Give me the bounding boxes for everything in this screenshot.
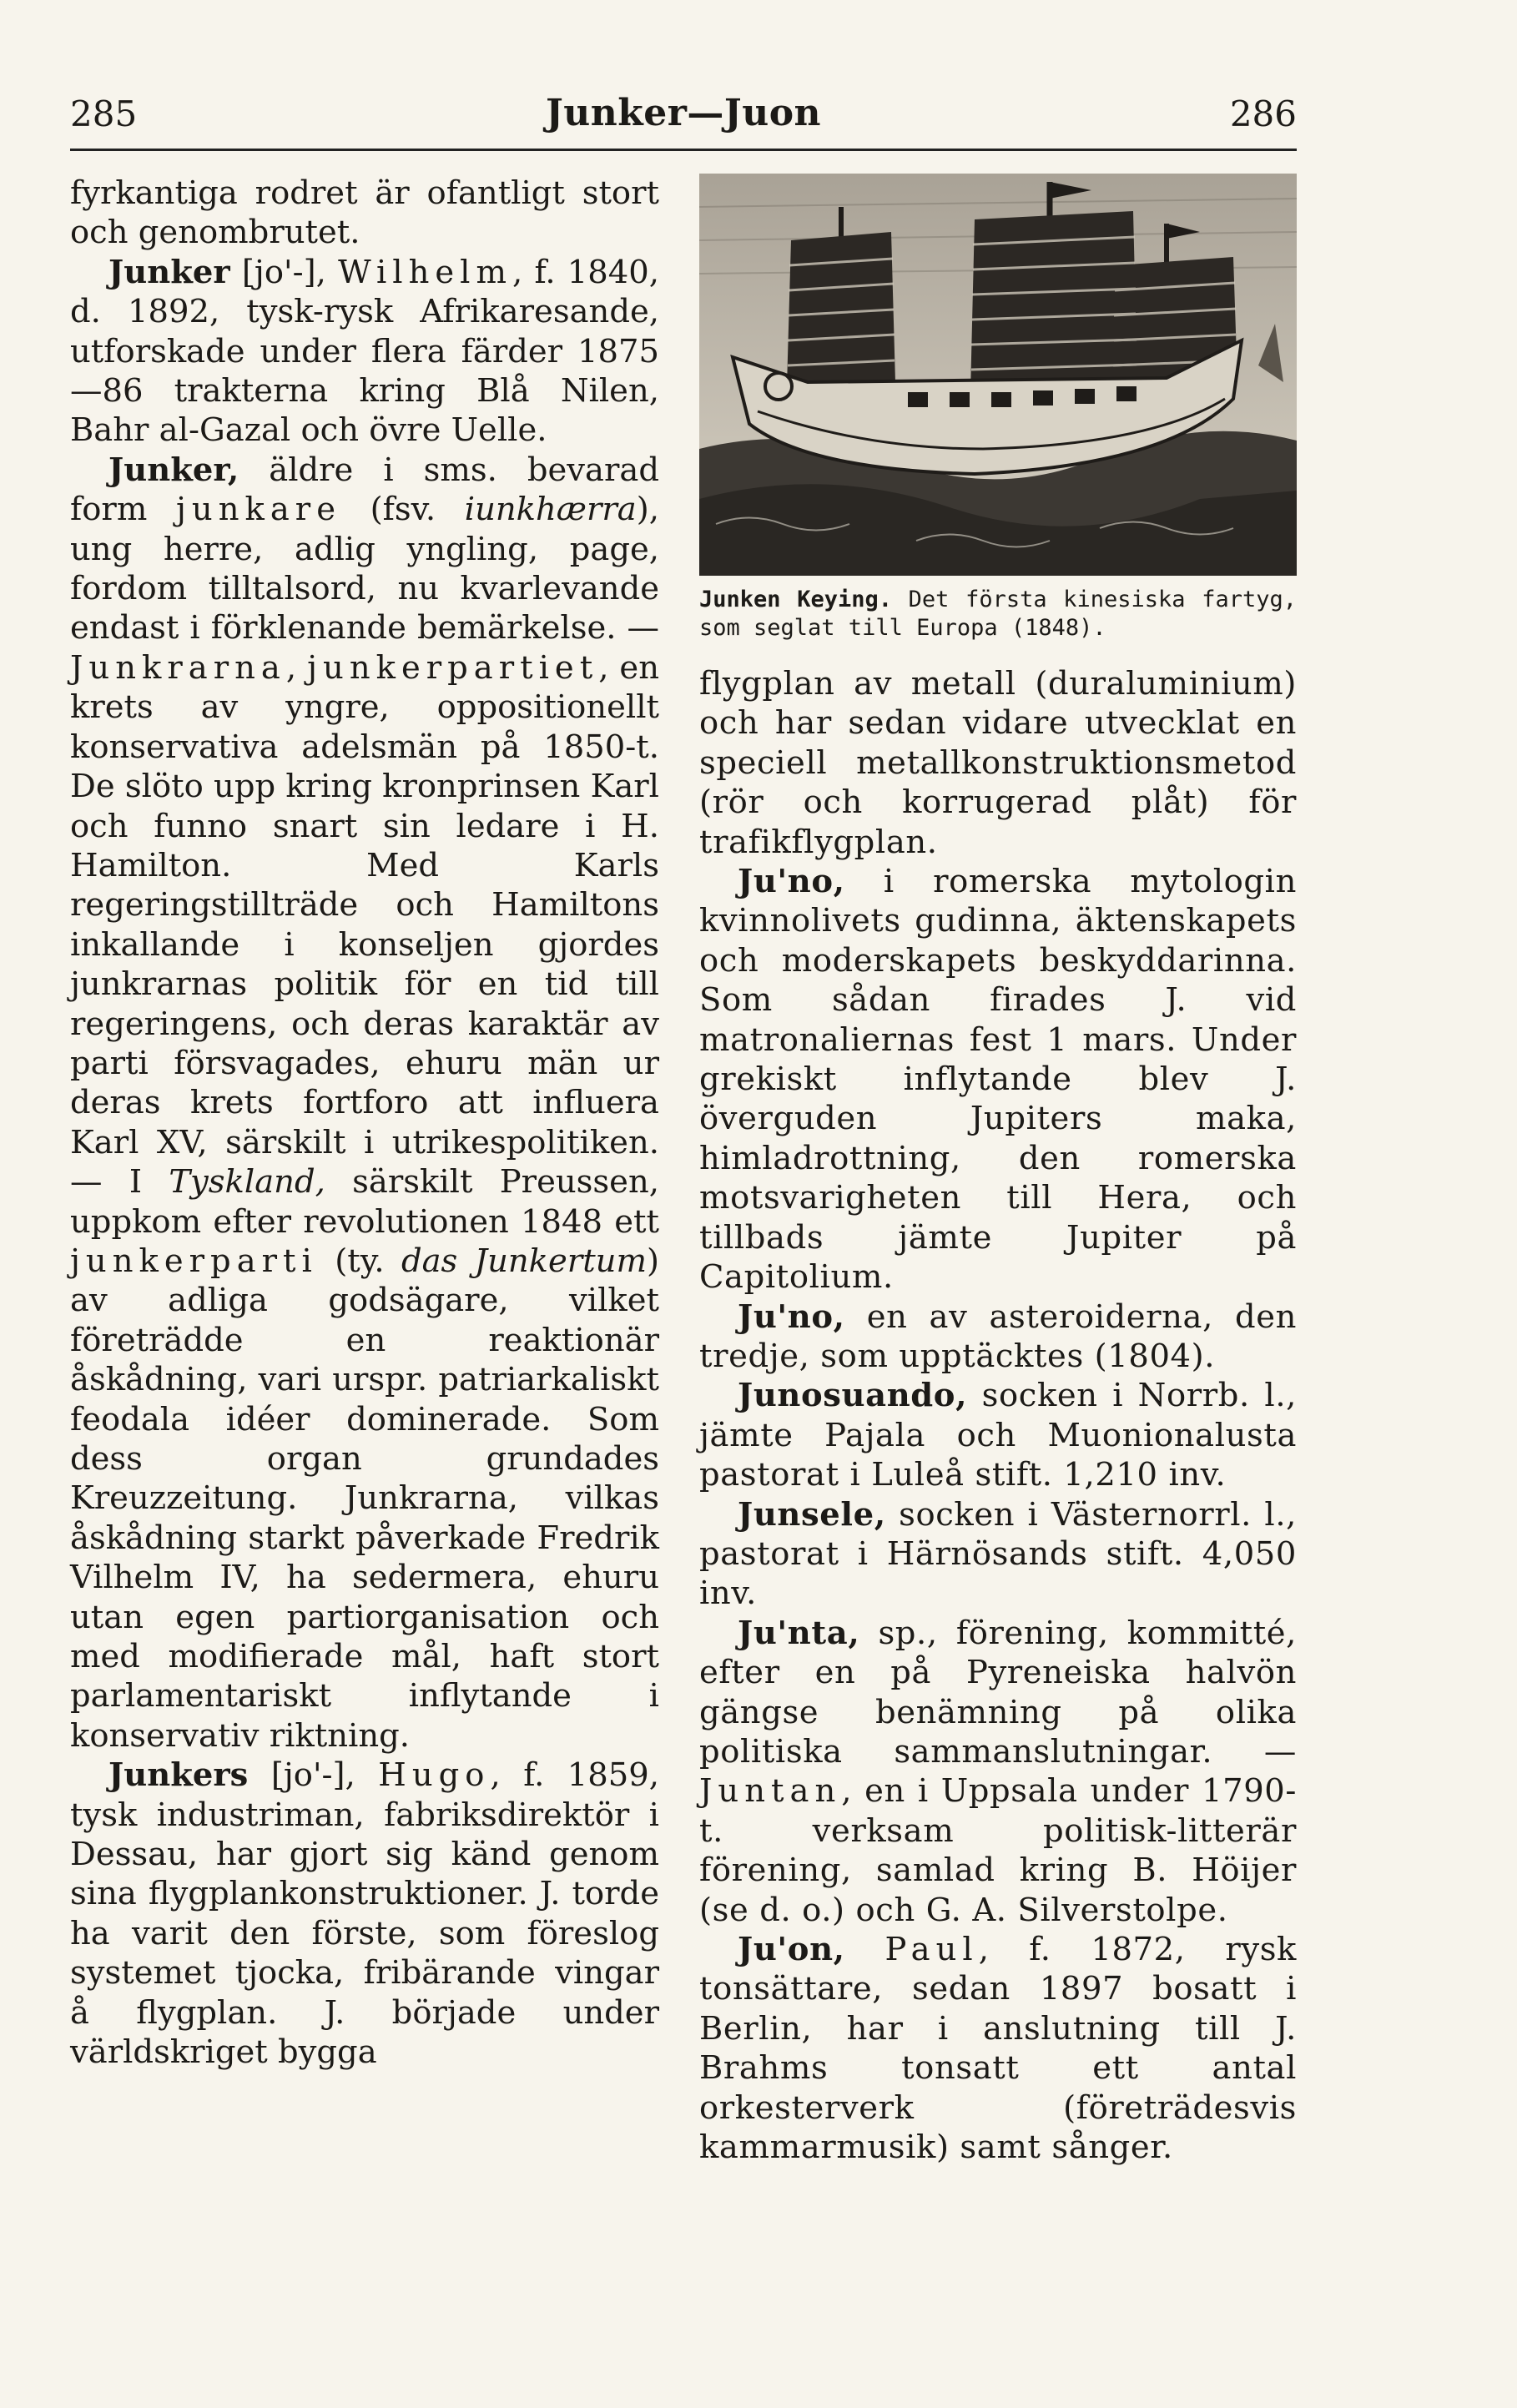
entry-junta	[699, 1614, 1297, 1930]
entry-text: , f. 1872, rysk tonsättare, sedan 1897 bosatt i Berlin, har i anslutning till J. Brahms tonsatt ett antal orkesterverk (företrädesvis kammarmusik) samt sånger.	[699, 1931, 1297, 2167]
headword: Junosuando,	[738, 1377, 968, 1415]
spaced-term: Juntan	[699, 1772, 842, 1811]
entry-junsele	[699, 1495, 1297, 1614]
entry-text: ) av adliga godsägare, vilket företrädde en reaktionär åskådning, vari urspr. patriarkaliskt feodala idéer dominerade. Som dess organ grundades Kreuzzeitung. Junkrarna, vilkas åskådning starkt påverkade Fredrik Vilhelm IV, ha sedermera, ehuru utan egen partiorganisation och med modifierade mål, haft stort parlamentariskt inflytande i konservativ riktning.	[70, 1242, 659, 1755]
entry-continuation	[70, 174, 659, 253]
entry-text: (fsv.	[341, 491, 465, 529]
headword: Junsele,	[738, 1495, 886, 1534]
entry-text: särskilt Preussen, uppkom efter revolutionen 1848 ett	[70, 1163, 659, 1241]
entry-text	[845, 1931, 885, 1968]
entry-text: [jo'-],	[229, 253, 339, 291]
entry-text: , f. 1840, d. 1892, tysk-rysk Afrikaresande, utforskade under flera färder 1875—86 trakterna kring Blå Nilen, Bahr al-Gazal och övre Uelle.	[70, 253, 659, 450]
entry-juno-goddess	[699, 862, 1297, 1297]
headword: Ju'nta,	[738, 1614, 860, 1652]
entry-junosuando	[699, 1376, 1297, 1494]
running-title: Junker—Juon	[545, 92, 822, 134]
entry-text: äldre i sms. bevarad form	[70, 451, 659, 529]
entry-text: , f. 1859, tysk industriman, fabriksdirektör i Dessau, har gjort sig känd genom sina flygplankonstruktioner. J. torde ha varit den förste, som föreslog systemet tjocka, fribärande vingar å flygplan. J. började under världskriget bygga	[70, 1756, 659, 2072]
caption-text: Det första kinesiska fartyg, som seglat till Europa (1848).	[699, 587, 1298, 641]
right-column	[699, 174, 1297, 2167]
entry-juon	[699, 1930, 1297, 2167]
headword: Junker,	[108, 451, 239, 489]
entry-text: [jo'-],	[248, 1756, 379, 1795]
entry-text: , en krets av yngre, oppositionellt konservativa adelsmän på 1850-t. De slöto upp kring kronprinsen Karl och funno snart sin ledare i H. Hamilton. Med Karls regeringstillträde och Hamiltons inkallande i konseljen gjordes junkrarnas politik för en tid till regeringens, och deras karaktär av parti försvagades, ehuru män ur deras krets fortforo att influera Karl XV, särskilt i utrikespolitiken. — I	[70, 648, 659, 1201]
left-page-number: 285	[70, 93, 138, 134]
spaced-term: junkare	[176, 491, 341, 529]
entry-junker	[70, 451, 659, 1756]
headword: Ju'no,	[738, 1297, 845, 1336]
page-header	[70, 83, 1297, 142]
headword: Junkers	[108, 1756, 249, 1795]
entry-juno-asteroid	[699, 1297, 1297, 1377]
entry-junker-wilhelm	[70, 253, 659, 451]
italic-term: das Junkertum	[401, 1242, 647, 1280]
spaced-term: Junkrarna	[70, 648, 286, 687]
headword: Ju'on,	[738, 1931, 845, 1968]
entry-continuation	[699, 664, 1297, 862]
spaced-term: junkerparti	[70, 1242, 318, 1280]
headword: Ju'no,	[738, 863, 845, 901]
spaced-name: Hugo	[378, 1756, 491, 1795]
entry-text: socken i Norrb. l., jämte Pajala och Muonionalusta pastorat i Luleå stift. 1,210 inv.	[699, 1377, 1297, 1494]
spaced-term: junkerpartiet	[307, 648, 599, 687]
spaced-name: Wilhelm	[338, 253, 512, 291]
left-column	[70, 174, 659, 2073]
entry-text: flygplan av metall (duraluminium) och har sedan vidare utvecklat en speciell metallkonstruktionsmetod (rör och korrugerad plåt) för trafikflygplan.	[699, 665, 1297, 861]
italic-term: iunkhærra	[464, 491, 637, 529]
entry-text: fyrkantiga rodret är ofantligt stort och genombrutet.	[70, 174, 659, 252]
header-rule	[70, 149, 1297, 151]
entry-text: (ty.	[317, 1242, 401, 1280]
entry-text: ), ung herre, adlig yngling, page, fordom tilltalsord, nu kvarlevande endast i förklenande bemärkelse. —	[70, 491, 659, 647]
entry-text: socken i Västernorrl. l., pastorat i Härnösands stift. 4,050 inv.	[699, 1495, 1297, 1613]
figure-caption	[699, 586, 1297, 642]
figure-junk-keying	[699, 174, 1297, 642]
entry-text: ,	[285, 648, 308, 687]
caption-title: Junken Keying.	[699, 587, 892, 612]
entry-text: , en i Uppsala under 1790-t. verksam politisk-litterär förening, samlad kring B. Höijer (se d. o.) och G. A. Silverstolpe.	[699, 1772, 1297, 1929]
entry-text: en av asteroiderna, den tredje, som upptäcktes (1804).	[699, 1297, 1297, 1375]
entry-text: i romerska mytologin kvinnolivets gudinna, äktenskapets och moderskapets beskyddarinna. Som sådan firades J. vid matronaliernas fest 1 mars. Under grekiskt inflytande blev J. överguden Jupiters maka, himladrottning, den romerska motsvarigheten till Hera, och tillbads jämte Jupiter på Capitolium.	[699, 863, 1297, 1297]
ship-illustration	[699, 174, 1297, 576]
entry-text: sp., förening, kommitté, efter en på Pyreneiska halvön gängse benämning på olika politiska sammanslutningar. —	[699, 1614, 1297, 1771]
entry-junkers	[70, 1756, 659, 2072]
headword: Junker	[108, 253, 230, 291]
right-page-number: 286	[1229, 93, 1297, 134]
italic-term: Tyskland,	[169, 1163, 325, 1201]
spaced-name: Paul	[884, 1931, 979, 1968]
